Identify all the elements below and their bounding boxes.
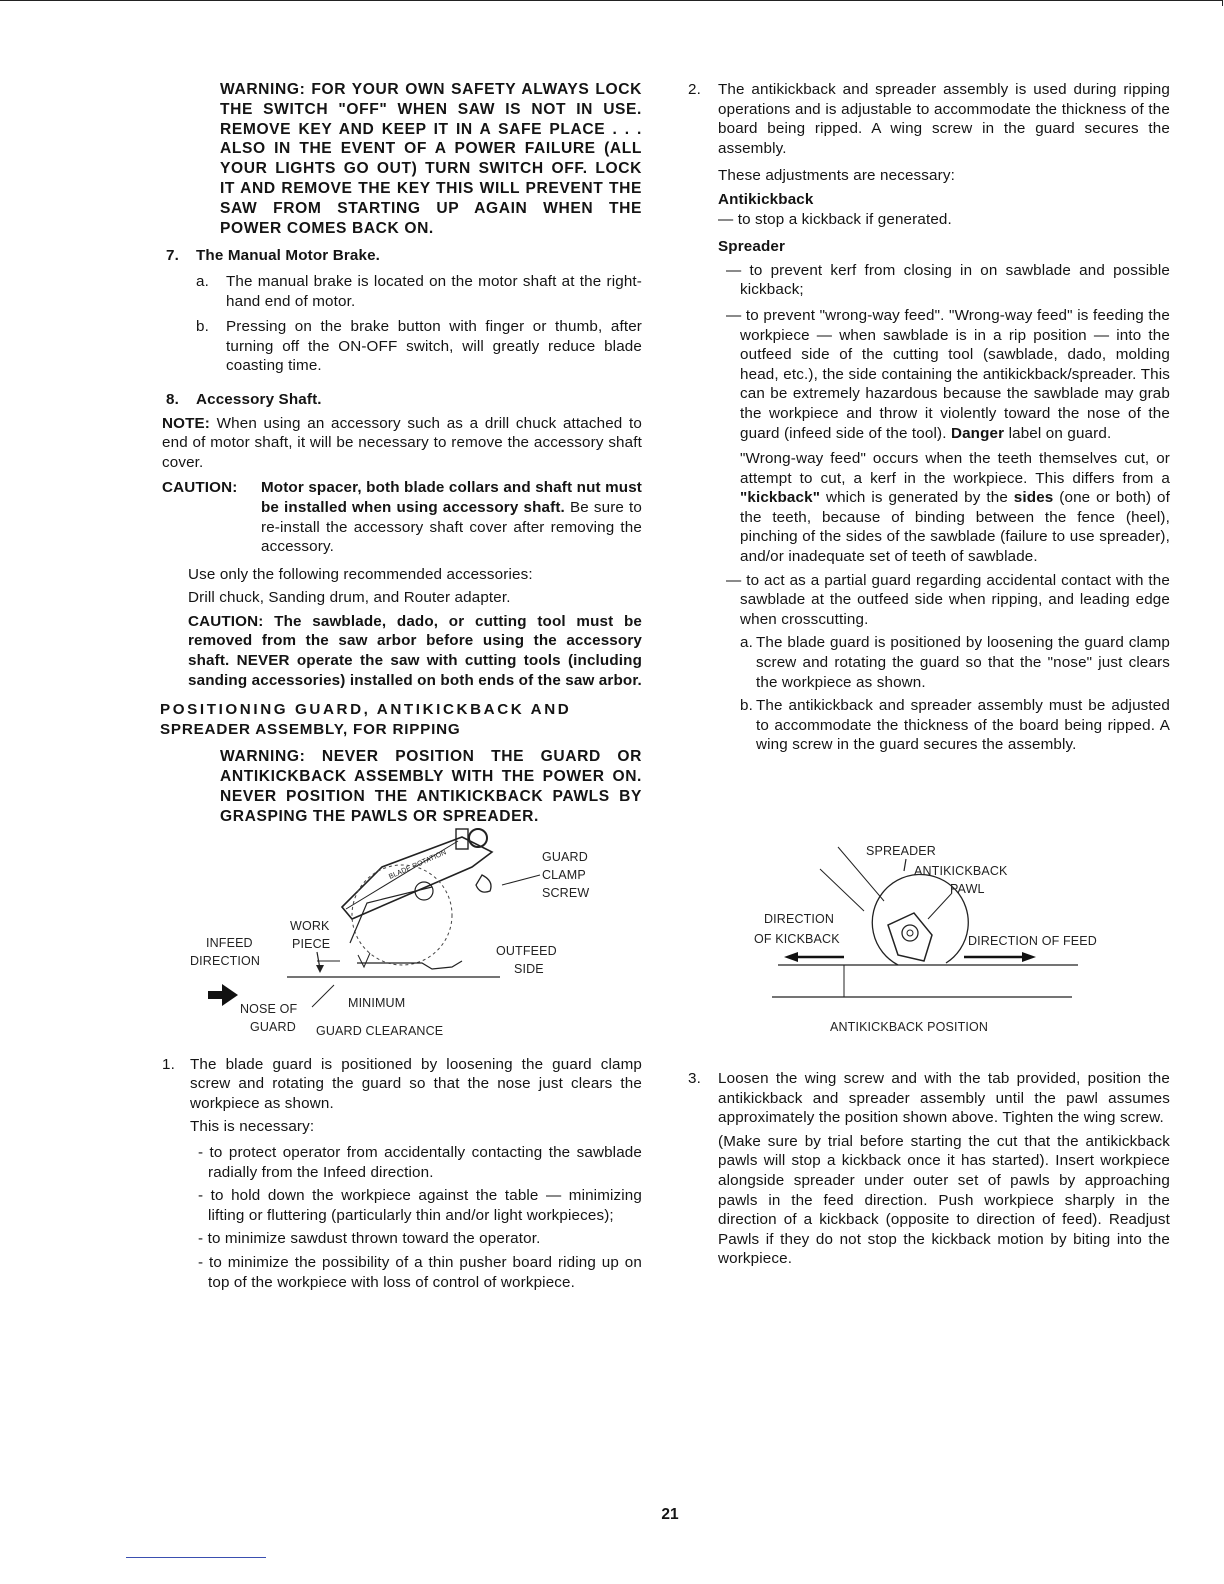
section-8-number: 8. xyxy=(166,390,179,408)
label-minimum: MINIMUM xyxy=(348,995,406,1010)
wwf-post: (one or both) of the teeth, because of binding between the fence (heel), pinching of the sides of the sawblade (failure to use spreader), and/or inadequate set of teeth of sawblade. xyxy=(740,489,1170,566)
section-7-title: The Manual Motor Brake. xyxy=(196,247,381,265)
workpiece-shape xyxy=(357,961,462,969)
sub-item-b xyxy=(740,696,1170,755)
section-7a-letter: a. xyxy=(196,272,209,290)
section-7-number: 7. xyxy=(166,247,179,265)
adjustments-text: These adjustments are necessary: xyxy=(718,167,955,185)
caution-1-text: Be sure to re-install the accessory shaft cover after removing the accessory. xyxy=(261,498,643,556)
bullet-item: - to protect operator from accidentally contacting the sawblade radially from the Infeed direction. xyxy=(198,1144,642,1181)
guard-body-shape xyxy=(342,837,492,919)
spreader-title: Spreader xyxy=(718,238,786,256)
paragraph-1-text: The blade guard is positioned by loosening the guard clamp screw and rotating the guard so that the nose just clears the workpiece as shown. xyxy=(190,1055,642,1112)
wwf-kickback: "kickback" xyxy=(740,489,821,507)
sub-a-letter: a. xyxy=(740,634,753,652)
section-7a-text: The manual brake is located on the motor shaft at the right-hand end of motor. xyxy=(226,272,642,310)
paragraph-1-number: 1. xyxy=(162,1055,175,1073)
sub-item-a xyxy=(740,633,1170,692)
accessories-list: Drill chuck, Sanding drum, and Router adapter. xyxy=(188,589,511,607)
section-8-title: Accessory Shaft. xyxy=(196,390,322,408)
necessary-text: This is necessary: xyxy=(190,1118,315,1136)
wrong-way-feed-paragraph xyxy=(740,449,1170,567)
positioning-heading-line2: SPREADER ASSEMBLY, FOR RIPPING xyxy=(160,720,461,738)
label-side: SIDE xyxy=(514,961,544,976)
wwf-sides: sides xyxy=(1013,489,1054,507)
label-nose-guard: GUARD xyxy=(250,1019,296,1034)
warning-positioning: WARNING: NEVER POSITION THE GUARD OR ANTIKICKBACK ASSEMBLY WITH THE POWER ON. NEVER POSITION THE ANTIKICKBACK PAWLS BY GRASPING THE PAWLS OR SPREADER. xyxy=(220,748,642,825)
label-clamp: CLAMP xyxy=(542,867,586,882)
label-spreader: SPREADER xyxy=(866,844,936,858)
paragraph-3-text: Loosen the wing screw and with the tab provided, position the antikickback and spreader assembly until the pawl assumes approximately the position shown above. Tighten the wing screw. xyxy=(718,1070,1170,1127)
section-7-heading xyxy=(166,246,642,266)
label-nose-of: NOSE OF xyxy=(240,1001,298,1016)
sub-b-text: The antikickback and spreader assembly must be adjusted to accommodate the thickness of the board being ripped. A wing screw in the guard secures the assembly. xyxy=(756,697,1170,754)
feed-arrow-icon xyxy=(1022,952,1036,962)
caution-1-body xyxy=(261,478,642,556)
label-guard-clearance: GUARD CLEARANCE xyxy=(316,1023,444,1037)
antikickback-figure xyxy=(688,785,1170,1035)
label-of-kickback: OF KICKBACK xyxy=(754,932,840,946)
paragraph-1 xyxy=(162,1055,642,1114)
caution-1-bold: Motor spacer, both blade collars and shaft nut must be installed when using accessory shaft. xyxy=(261,479,642,516)
label-direction-of: DIRECTION xyxy=(764,912,835,926)
label-work: WORK xyxy=(290,918,330,933)
figure-caption: ANTIKICKBACK POSITION xyxy=(830,1020,989,1034)
label-infeed: INFEED xyxy=(206,935,253,950)
paragraph-3-number: 3. xyxy=(688,1070,701,1087)
infeed-arrow-icon xyxy=(208,984,238,1006)
kickback-arrow-icon xyxy=(784,952,798,962)
caution-2-text: The sawblade, dado, or cutting tool must be removed from the saw arbor before using the accessory shaft. NEVER operate the saw with cutting tools (including sanding accessories) installed on both ends of the saw arbor. xyxy=(188,612,643,689)
sub-b-letter: b. xyxy=(740,697,753,715)
bullet-item: - to minimize the possibility of a thin pusher board riding up on top of the workpiece with loss of control of workpiece. xyxy=(198,1253,642,1291)
bullet-item: - to minimize sawdust thrown toward the operator. xyxy=(198,1230,541,1248)
label-guard: GUARD xyxy=(542,849,588,864)
positioning-heading-line1: POSITIONING GUARD, ANTIKICKBACK AND xyxy=(160,701,572,719)
warning-switch-off: WARNING: FOR YOUR OWN SAFETY ALWAYS LOCK THE SWITCH "OFF" WHEN SAW IS NOT IN USE. REMOVE KEY AND KEEP IT IN A SAFE PLACE . . . ALSO IN THE EVENT OF A POWER FAILURE (ALL YOUR LIGHTS GO OUT) TURN SWITCH OFF. LOCK IT AND REMOVE THE KEY THIS WILL PREVENT THE SAW FROM STARTING UP AGAIN WHEN THE POWER COMES BACK ON. xyxy=(220,81,642,237)
spreader-bullet-3: — to act as a partial guard regarding accidental contact with the sawblade at the outfeed side when ripping, and leading edge when crosscutting. xyxy=(726,571,1170,628)
bottom-rule xyxy=(126,1557,266,1558)
section-7a xyxy=(196,272,642,311)
paragraph-2 xyxy=(688,80,1170,158)
caution-2-label: CAUTION: xyxy=(188,612,264,630)
paragraph-2-text: The antikickback and spreader assembly is used during ripping operations and is adjustable to accommodate the thickness of the board being ripped. A wing screw in the guard secures the assembly. xyxy=(718,81,1170,157)
sawblade-icon xyxy=(352,865,452,965)
paragraph-3 xyxy=(688,1069,1170,1128)
right-column xyxy=(688,80,1170,1269)
use-only-text: Use only the following recommended accessories: xyxy=(188,565,533,583)
section-8-heading xyxy=(166,390,642,410)
section-7b-letter: b. xyxy=(196,318,209,336)
blade-guard-figure xyxy=(162,827,642,1037)
section-7b-text: Pressing on the brake button with finger or thumb, after turning off the ON-OFF switch, will greatly reduce blade coasting time. xyxy=(226,318,642,375)
antikickback-text: — to stop a kickback if generated. xyxy=(718,210,952,228)
label-direction: DIRECTION xyxy=(190,953,261,968)
blade-rotation-label: BLADE ROTATION xyxy=(387,848,448,881)
label-pawl: PAWL xyxy=(950,882,985,896)
caution-1-label: CAUTION: xyxy=(162,479,238,497)
label-outfeed: OUTFEED xyxy=(496,943,557,958)
danger-tail: label on guard. xyxy=(1008,424,1112,442)
paragraph-2-number: 2. xyxy=(688,81,701,98)
label-direction-of-feed: DIRECTION OF FEED xyxy=(968,934,1097,948)
danger-word: Danger xyxy=(950,424,1005,442)
note-text: When using an accessory such as a drill chuck attached to end of motor shaft, it will be necessary to remove the accessory shaft cover. xyxy=(162,414,642,471)
spreader-bullet-2-text: — to prevent "wrong-way feed". "Wrong-way feed" is feeding the workpiece — when sawblade is in a rip position — into the outfeed side of the cutting tool (sawblade, dado, molding head, etc.), the side containing the antikickback/spreader. This can be extremely hazardous because the sawblade may grab the workpiece and throw it violently toward the nose of the guard (infeed side of the tool). xyxy=(726,306,1170,442)
caution-accessory-shaft xyxy=(162,478,642,556)
wwf-pre: "Wrong-way feed" occurs when the teeth themselves cut, or attempt to cut, a kerf in the workpiece. This differs from a xyxy=(740,450,1170,487)
left-column xyxy=(162,80,642,1292)
note-paragraph xyxy=(162,414,642,473)
caution-2-paragraph xyxy=(188,612,642,690)
label-screw: SCREW xyxy=(542,885,590,900)
wwf-mid: which is generated by the xyxy=(825,489,1008,507)
bullet-item: - to hold down the workpiece against the table — minimizing lifting or fluttering (particularly thin and/or light workpieces); xyxy=(198,1187,642,1224)
paragraph-3-extra: (Make sure by trial before starting the cut that the antikickback pawls will stop a kickback once it has started). Insert workpiece alongside spreader under outer set of pawls by approaching pawls in the feed direction. Push workpiece sharply in the direction of a kickback (opposite to direction of feed). Readjust Pawls if they do not stop the kickback motion by biting into the workpiece. xyxy=(718,1132,1170,1268)
label-piece: PIECE xyxy=(292,936,331,951)
page-number: 21 xyxy=(661,1506,679,1523)
antikickback-title: Antikickback xyxy=(718,190,814,208)
note-label: NOTE: xyxy=(162,414,210,432)
sub-a-text: The blade guard is positioned by loosening the guard clamp screw and rotating the guard so that the "nose" just clears the workpiece as shown. xyxy=(756,634,1170,691)
spreader-bullet-2 xyxy=(726,306,1170,443)
label-antikickback: ANTIKICKBACK xyxy=(914,864,1008,878)
pawl-shape-icon xyxy=(888,913,932,961)
clamp-screw-icon xyxy=(476,875,491,892)
section-7b xyxy=(196,317,642,376)
page-border xyxy=(0,0,1223,6)
spreader-bullet-1: — to prevent kerf from closing in on sawblade and possible kickback; xyxy=(726,261,1170,299)
